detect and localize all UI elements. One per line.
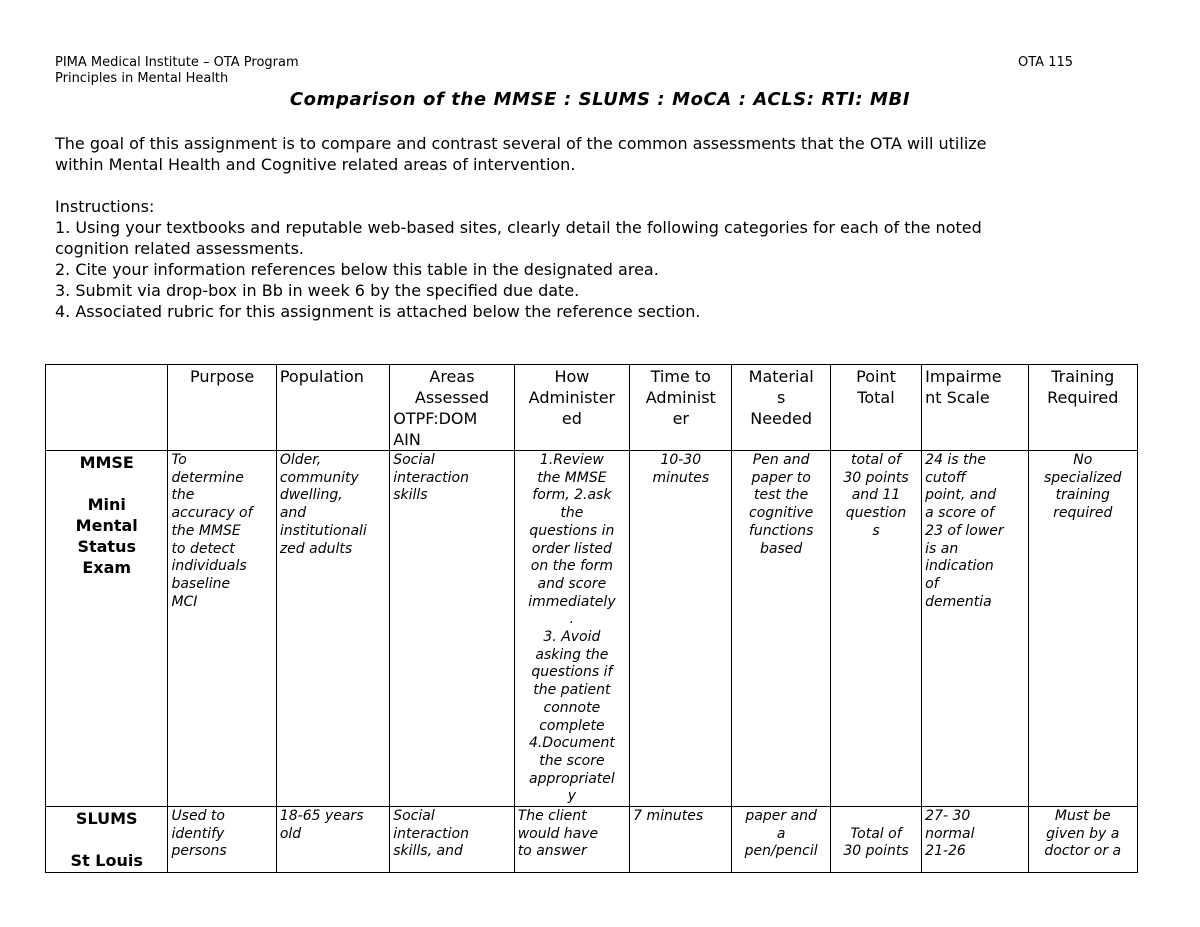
cell-line: the [171,487,195,504]
cell-line: 10-30 [660,452,702,468]
cell-purpose [168,807,276,873]
program-name: PIMA Medical Institute – OTA Program [55,55,299,70]
goal-line: within Mental Health and Cognitive related areas of intervention. [55,155,576,174]
cell-line: Must be [1054,808,1111,825]
cell-impairment [922,807,1028,873]
cell-line: given by a [1046,825,1120,842]
cell-line: interaction [393,469,469,486]
cell-line: normal [925,825,975,842]
cell-line: Older, [279,452,322,468]
cell-line: pen/pencil [744,843,818,860]
cell-materials [732,807,830,873]
cell-areas [390,807,514,873]
cell-line: Used to [171,808,225,825]
header-how: How Administer ed [514,365,629,451]
cell-line: 3. Avoid [543,629,601,646]
course-name: Principles in Mental Health [55,71,229,86]
cell-line: on the form [530,558,613,575]
cell-line: y [567,788,577,805]
cell-points [830,451,921,807]
cell-line: 30 points [843,843,909,860]
cell-line: a [776,825,786,842]
instruction-item: 4. Associated rubric for this assignment is attached below the reference section. [55,302,701,321]
cell-line: paper to [751,469,811,486]
cell-line: interaction [393,825,469,842]
cell-line: Total of [850,825,902,842]
header-points: Point Total [830,365,921,451]
course-code: OTA 115 [1018,55,1074,70]
cell-line: 1.Review [539,452,604,468]
cell-line: the score [539,752,605,769]
cell-line: specialized [1043,469,1122,486]
table-row [46,807,1138,873]
cell-line: complete [539,717,605,734]
cell-line: appropriatel [529,770,615,787]
header-areas: Areas Assessed OTPF:DOM AIN [390,365,514,451]
cell-line: identify [171,825,225,842]
cell-training [1028,807,1137,873]
cell-line: community [279,469,359,486]
cell-line: order listed [531,540,612,557]
cell-how [514,807,629,873]
cell-line: 27- 30 [925,808,971,825]
cell-line: and 11 [851,487,901,504]
cell-time [630,451,732,807]
cell-line: training [1055,487,1110,504]
header-population: Population [276,365,389,451]
cell-training [1028,451,1137,807]
cell-line: dementia [925,593,992,610]
header-cell-empty [46,365,168,451]
instructions-label: Instructions: [55,197,155,216]
intro-section [55,133,1155,322]
cell-line: the patient [533,682,611,699]
cell-line: a score of [925,505,995,522]
cell-line: and score [537,575,607,592]
cell-line: skills, and [393,843,463,860]
cell-areas [390,451,514,807]
cell-line: cutoff [925,469,966,486]
cell-line: . [569,611,575,628]
cell-line: asking the [535,646,609,663]
cell-line: institutionali [279,522,367,539]
cell-line: s [872,522,880,539]
cell-line: total of [851,452,901,468]
cell-line: 21-26 [925,843,966,860]
cell-line: cognitive [749,505,814,522]
cell-line: 24 is the [925,452,987,468]
cell-line: minutes [652,469,710,486]
cell-purpose [168,451,276,807]
instruction-item: 1. Using your textbooks and reputable web-based sites, clearly detail the following categories for each of the noted [55,218,982,237]
cell-line: skills [393,487,428,504]
cell-materials [732,451,830,807]
goal-line: The goal of this assignment is to compare and contrast several of the common assessments that the OTA will utilize [55,134,987,153]
cell-line: question [845,505,907,522]
cell-line: Social [393,808,435,825]
header-time: Time to Administ er [630,365,732,451]
cell-line: No [1073,452,1093,468]
cell-line: is an [925,540,959,557]
cell-line: zed adults [279,540,353,557]
cell-line: indication [925,558,994,575]
header-impairment: Impairme nt Scale [922,365,1028,451]
cell-line: of [925,575,939,592]
cell-line: to answer [517,843,587,860]
cell-line: MCI [171,593,198,610]
cell-line: test the [753,487,809,504]
cell-line: and [279,505,307,522]
cell-line: based [760,540,803,557]
cell-line: 30 points [843,469,909,486]
cell-line: determine [171,469,244,486]
cell-line: baseline [171,575,231,592]
cell-line: dwelling, [279,487,343,504]
cell-line: Social [393,452,435,468]
cell-line: Pen and [752,452,810,468]
cell-line: functions [748,522,814,539]
cell-line: questions if [531,664,613,681]
instruction-item: 3. Submit via drop-box in Bb in week 6 by the specified due date. [55,281,580,300]
cell-line: The client [517,808,587,825]
cell-population [276,451,389,807]
comparison-table [45,364,1138,873]
cell-line: connote [543,699,601,716]
cell-line: individuals [171,558,247,575]
cell-line: 23 of lower [925,522,1004,539]
cell-line: immediately [528,593,616,610]
cell-line: would have [517,825,599,842]
cell-line: point, and [925,487,997,504]
cell-line: 7 minutes [633,808,704,825]
instruction-item: 2. Cite your information references below this table in the designated area. [55,260,659,279]
cell-line: paper and [745,808,817,825]
assessment-name-slums: SLUMS St Louis [46,807,168,873]
cell-points [830,807,921,873]
cell-line: the MMSE [537,469,607,486]
cell-line: old [279,825,302,842]
cell-line: 18-65 years [279,808,364,825]
header-training: Training Required [1028,365,1137,451]
cell-line: To [171,452,187,468]
document-header-left [55,55,299,87]
table-header-row [46,365,1138,451]
instruction-item: cognition related assessments. [55,239,304,258]
cell-line: persons [171,843,227,860]
cell-time [630,807,732,873]
cell-population [276,807,389,873]
assessment-name-mmse: MMSE Mini Mental Status Exam [46,451,168,807]
header-materials: Material s Needed [732,365,830,451]
cell-line: doctor or a [1044,843,1122,860]
cell-line: questions in [529,522,615,539]
cell-line: form, 2.ask [532,487,612,504]
cell-line: the [560,505,584,522]
cell-impairment [922,451,1028,807]
cell-line: the MMSE [171,522,241,539]
cell-line [834,808,918,826]
table-row [46,451,1138,807]
cell-line: accuracy of [171,505,253,522]
cell-line: required [1053,505,1113,522]
header-purpose: Purpose [168,365,276,451]
cell-how [514,451,629,807]
document-title: Comparison of the MMSE : SLUMS : MoCA : ACLS: RTI: MBI [289,89,911,110]
cell-line: to detect [171,540,235,557]
cell-line: 4.Document [528,735,615,752]
